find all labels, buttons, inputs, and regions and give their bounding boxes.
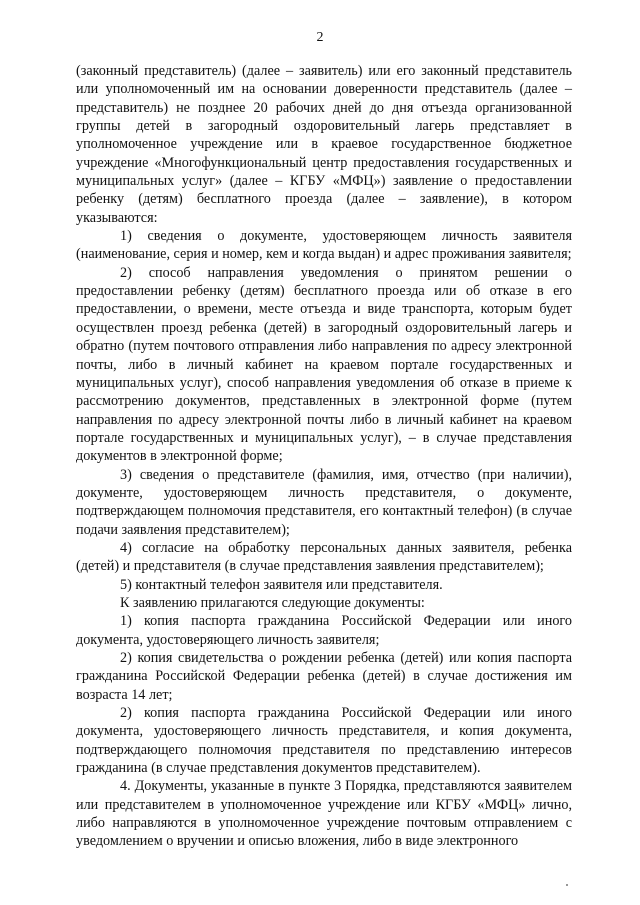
scan-speck bbox=[566, 884, 568, 886]
paragraph-6: 5) контактный телефон заявителя или представителя. bbox=[120, 576, 443, 593]
paragraph-2: 1) сведения о документе, удостоверяющем личность заявителя (наименование, серия и номер, кем и когда выдан) и адрес проживания заявителя; bbox=[76, 228, 572, 263]
paragraph-10: 2) копия паспорта гражданина Российской Федерации или иного документа, удостоверяющего личность представителя, и копия документа, подтверждающего полномочия представителя по представлению интересов гражданина (в случае представления документов представителем). bbox=[76, 705, 572, 777]
paragraph-8: 1) копия паспорта гражданина Российской Федерации или иного документа, удостоверяющего личность заявителя; bbox=[76, 613, 572, 648]
paragraph-5: 4) согласие на обработку персональных данных заявителя, ребенка (детей) и представителя (в случае представления заявления представителем); bbox=[76, 539, 572, 575]
paragraph-1: (законный представитель) (далее – заявитель) или его законный представитель или уполномоченный им на основании доверенности представитель (далее – представитель) не позднее 20 рабочих дней до дня отъезда организованной группы детей в загородный оздоровительный лагерь представляет в уполномоченное учреждение или в краевое государственное бюджетное учреждение «Многофункциональный центр предоставления государственных и муниципальных услуг» (далее – КГБУ «МФЦ») заявление о предоставлении ребенку (детям) бесплатного проезда (далее – заявление), в котором указываются: bbox=[76, 63, 572, 226]
document-body bbox=[76, 62, 572, 851]
paragraph-7: К заявлению прилагаются следующие документы: bbox=[120, 594, 425, 611]
paragraph-4: 3) сведения о представителе (фамилия, имя, отчество (при наличии), документе, удостоверяющем личность представителя, о документе, подтверждающем полномочия представителя, его контактный телефон) (в случае подачи заявления представителем); bbox=[76, 466, 572, 538]
paragraph-11: 4. Документы, указанные в пункте 3 Порядка, представляются заявителем или представителем в уполномоченное учреждение или КГБУ «МФЦ» лично, либо направляются в уполномоченное учреждение почтовым отправлением с уведомлением о вручении и описью вложения, либо в виде электронного bbox=[76, 778, 572, 850]
paragraph-9: 2) копия свидетельства о рождении ребенка (детей) или копия паспорта гражданина Российской Федерации ребенка (детей) в случае достижения им возраста 14 лет; bbox=[76, 650, 572, 703]
paragraph-3: 2) способ направления уведомления о принятом решении о предоставлении ребенку (детям) бесплатного проезда или об отказе в его предоставлении, о времени, месте отъезда и виде транспорта, которым будет осуществлен проезд ребенка (детей) в загородный оздоровительный лагерь и обратно (путем почтового отправления либо направления по адресу электронной почты, либо в личный кабинет на краевом портале государственных и муниципальных услуг), способ направления уведомления об отказе в приеме к рассмотрению документов, представленных в электронной форме (путем направления по адресу электронной почты либо в личный кабинет на краевом портале государственных и муниципальных услуг), – в случае представления документов в электронной форме; bbox=[76, 264, 572, 465]
page-number: 2 bbox=[316, 30, 324, 45]
